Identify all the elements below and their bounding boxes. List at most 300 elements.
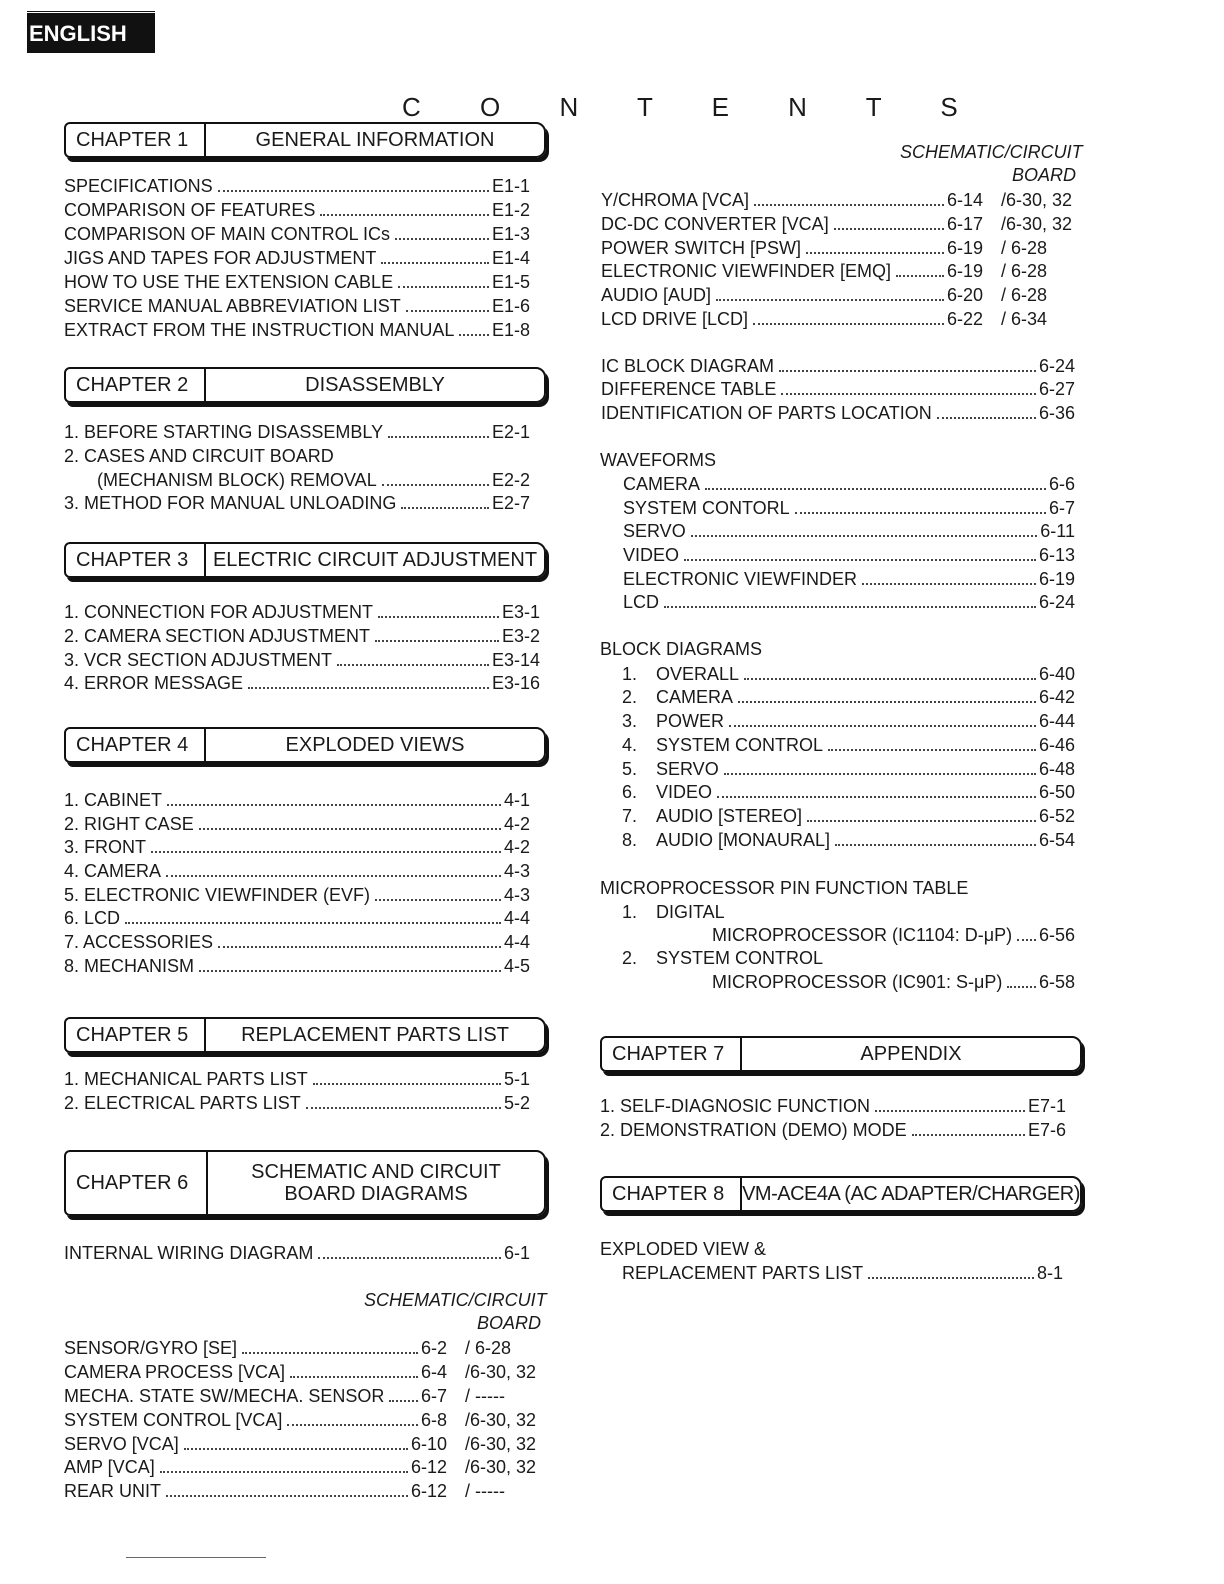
micro-table-heading: MICROPROCESSOR PIN FUNCTION TABLE bbox=[600, 878, 969, 898]
entry-title: AMP [VCA] bbox=[64, 1457, 155, 1477]
leader-dots bbox=[382, 468, 489, 486]
entry-page: 4-3 bbox=[503, 861, 530, 881]
leader-dots bbox=[807, 804, 1036, 822]
toc-entry[interactable] bbox=[64, 1091, 530, 1115]
board-page: / ----- bbox=[465, 1481, 505, 1501]
entry-page: 6-42 bbox=[1038, 687, 1075, 707]
leader-dots bbox=[834, 212, 944, 230]
toc-entry[interactable] bbox=[64, 954, 530, 978]
toc-entry[interactable] bbox=[656, 709, 1075, 733]
leader-dots bbox=[754, 188, 944, 206]
entry-page: 6-17 bbox=[946, 214, 983, 234]
entry-page: 6-24 bbox=[1038, 592, 1075, 612]
entry-page: 4-2 bbox=[503, 837, 530, 857]
leader-dots bbox=[199, 812, 501, 830]
chapter-number: CHAPTER 1 bbox=[66, 124, 206, 156]
toc-entry[interactable] bbox=[64, 270, 530, 294]
leader-dots bbox=[828, 733, 1036, 751]
leader-dots bbox=[716, 283, 944, 301]
toc-entry[interactable] bbox=[64, 671, 540, 695]
toc-entry[interactable] bbox=[64, 1241, 530, 1265]
leader-dots bbox=[729, 709, 1036, 727]
entry-title: SERVO [VCA] bbox=[64, 1434, 179, 1454]
chapter-title: REPLACEMENT PARTS LIST bbox=[241, 1023, 509, 1046]
chapter-title: APPENDIX bbox=[860, 1042, 962, 1065]
entry-title: 3. METHOD FOR MANUAL UNLOADING bbox=[64, 493, 397, 513]
chapter-4-header[interactable] bbox=[64, 727, 546, 763]
toc-entry[interactable] bbox=[64, 174, 530, 198]
entry-page: 4-5 bbox=[503, 956, 530, 976]
entry-title: LCD bbox=[623, 592, 660, 612]
entry-title: IDENTIFICATION OF PARTS LOCATION bbox=[601, 403, 932, 423]
toc-entry[interactable] bbox=[64, 1408, 540, 1432]
entry-page: 6-52 bbox=[1038, 806, 1075, 826]
entry-page: 4-4 bbox=[503, 932, 530, 952]
leader-dots bbox=[199, 954, 501, 972]
entry-page: 4-2 bbox=[503, 814, 530, 834]
entry-page: E3-14 bbox=[491, 650, 540, 670]
leader-dots bbox=[795, 496, 1046, 514]
entry-title: VIDEO bbox=[623, 545, 680, 565]
leader-dots bbox=[781, 377, 1036, 395]
toc-entry[interactable] bbox=[64, 318, 530, 342]
entry-title: SERVICE MANUAL ABBREVIATION LIST bbox=[64, 296, 401, 316]
entry-title: AUDIO [AUD] bbox=[601, 285, 712, 305]
leader-dots bbox=[395, 222, 489, 240]
toc-entry[interactable] bbox=[601, 377, 1075, 401]
chapter-6-header[interactable] bbox=[64, 1150, 546, 1216]
toc-entry[interactable] bbox=[64, 294, 530, 318]
entry-number: 1. bbox=[622, 902, 638, 922]
chapter-5-header[interactable] bbox=[64, 1017, 546, 1053]
chapter-title: ELECTRIC CIRCUIT ADJUSTMENT bbox=[212, 548, 538, 571]
toc-entry[interactable] bbox=[656, 804, 1075, 828]
leader-dots bbox=[862, 567, 1036, 585]
entry-title: CAMERA bbox=[623, 474, 701, 494]
entry-title: CAMERA bbox=[656, 687, 734, 707]
chapter-number: CHAPTER 7 bbox=[602, 1038, 742, 1070]
entry-title: REPLACEMENT PARTS LIST bbox=[622, 1263, 864, 1283]
board-column-heading: BOARD bbox=[477, 1313, 542, 1333]
leader-dots bbox=[166, 859, 501, 877]
entry-title: CAMERA PROCESS [VCA] bbox=[64, 1362, 286, 1382]
entry-title: SPECIFICATIONS bbox=[64, 176, 213, 196]
toc-entry[interactable] bbox=[601, 236, 1077, 260]
entry-page: 6-27 bbox=[1038, 379, 1075, 399]
chapter-number: CHAPTER 4 bbox=[66, 729, 206, 761]
entry-title: INTERNAL WIRING DIAGRAM bbox=[64, 1243, 314, 1263]
chapter-title: DISASSEMBLY bbox=[305, 373, 445, 396]
entry-page: 8-1 bbox=[1036, 1263, 1063, 1283]
entry-title: 4. CAMERA bbox=[64, 861, 162, 881]
leader-dots bbox=[896, 259, 944, 277]
chapter-7-header[interactable] bbox=[600, 1036, 1082, 1072]
toc-entry[interactable] bbox=[656, 780, 1075, 804]
chapter-3-header[interactable] bbox=[64, 542, 546, 578]
entry-title: ELECTRONIC VIEWFINDER bbox=[623, 569, 858, 589]
entry-number: 1. bbox=[622, 664, 638, 684]
entry-title: 1. SELF-DIAGNOSIC FUNCTION bbox=[600, 1096, 871, 1116]
entry-page: 6-22 bbox=[946, 309, 983, 329]
entry-page: E1-3 bbox=[491, 224, 530, 244]
leader-dots bbox=[875, 1094, 1025, 1112]
toc-entry[interactable] bbox=[656, 828, 1075, 852]
leader-dots bbox=[389, 1384, 418, 1402]
entry-page: 5-2 bbox=[503, 1093, 530, 1113]
chapter-title: GENERAL INFORMATION bbox=[255, 128, 495, 151]
entry-title: 5. ELECTRONIC VIEWFINDER (EVF) bbox=[64, 885, 371, 905]
entry-page: 6-7 bbox=[420, 1386, 447, 1406]
entry-page: 4-1 bbox=[503, 790, 530, 810]
entry-page: 6-20 bbox=[946, 285, 983, 305]
leader-dots bbox=[912, 1118, 1025, 1136]
leader-dots bbox=[664, 590, 1036, 608]
toc-entry[interactable] bbox=[64, 1360, 540, 1384]
board-page: / 6-28 bbox=[1001, 261, 1048, 281]
entry-title: POWER bbox=[656, 711, 725, 731]
chapter-number: CHAPTER 3 bbox=[66, 544, 206, 576]
board-page: /6-30, 32 bbox=[465, 1457, 537, 1477]
toc-entry[interactable] bbox=[623, 590, 1075, 614]
entry-title: 1. CONNECTION FOR ADJUSTMENT bbox=[64, 602, 374, 622]
leader-dots bbox=[937, 401, 1036, 419]
entry-title: DC-DC CONVERTER [VCA] bbox=[601, 214, 829, 234]
toc-entry[interactable] bbox=[622, 1261, 1063, 1285]
toc-entry[interactable] bbox=[656, 685, 1075, 709]
entry-title: 1. MECHANICAL PARTS LIST bbox=[64, 1069, 308, 1089]
entry-page: 4-3 bbox=[503, 885, 530, 905]
entry-page: E2-7 bbox=[491, 493, 530, 513]
entry-title: OVERALL bbox=[656, 664, 740, 684]
language-label: ENGLISH bbox=[27, 13, 155, 53]
board-page: /6-30, 32 bbox=[465, 1410, 537, 1430]
leader-dots bbox=[705, 472, 1046, 490]
leader-dots bbox=[218, 174, 489, 192]
leader-dots bbox=[375, 624, 499, 642]
toc-entry[interactable] bbox=[64, 859, 530, 883]
entry-number: 6. bbox=[622, 782, 638, 802]
entry-title: AUDIO [STEREO] bbox=[656, 806, 803, 826]
leader-dots bbox=[381, 246, 489, 264]
leader-dots bbox=[401, 491, 489, 509]
entry-title: 6. LCD bbox=[64, 908, 121, 928]
leader-dots bbox=[320, 198, 489, 216]
chapter-number: CHAPTER 2 bbox=[66, 369, 206, 401]
leader-dots bbox=[691, 519, 1038, 537]
chapter-title: VM-ACE4A (AC ADAPTER/CHARGER) bbox=[742, 1182, 1080, 1205]
toc-entry[interactable] bbox=[64, 788, 530, 812]
entry-title: COMPARISON OF MAIN CONTROL ICs bbox=[64, 224, 391, 244]
entry-title: SYSTEM CONTROL bbox=[656, 948, 824, 968]
toc-entry[interactable] bbox=[64, 648, 540, 672]
entry-page: E1-6 bbox=[491, 296, 530, 316]
entry-title: LCD DRIVE [LCD] bbox=[601, 309, 749, 329]
chapter-8-header[interactable] bbox=[600, 1176, 1082, 1212]
toc-entry[interactable] bbox=[64, 420, 530, 444]
entry-page: E2-2 bbox=[491, 470, 530, 490]
leader-dots bbox=[406, 294, 489, 312]
entry-title: 8. MECHANISM bbox=[64, 956, 195, 976]
toc-entry[interactable] bbox=[64, 883, 530, 907]
entry-title: IC BLOCK DIAGRAM bbox=[601, 356, 775, 376]
leader-dots bbox=[287, 1408, 418, 1426]
entry-subtitle: MICROPROCESSOR (IC1104: D-μP) bbox=[712, 925, 1013, 945]
entry-title: VIDEO bbox=[656, 782, 713, 802]
entry-title: (MECHANISM BLOCK) REMOVAL bbox=[97, 470, 377, 490]
entry-page: 5-1 bbox=[503, 1069, 530, 1089]
entry-title: DIGITAL bbox=[656, 902, 725, 922]
leader-dots bbox=[738, 685, 1036, 703]
entry-page: 6-56 bbox=[1038, 925, 1075, 945]
leader-dots bbox=[835, 828, 1036, 846]
toc-entry[interactable] bbox=[623, 519, 1075, 543]
entry-page: 6-14 bbox=[946, 190, 983, 210]
entry-number: 2. bbox=[622, 948, 638, 968]
entry-page: 6-24 bbox=[1038, 356, 1075, 376]
entry-title: EXTRACT FROM THE INSTRUCTION MANUAL bbox=[64, 320, 455, 340]
toc-entry[interactable] bbox=[64, 1432, 540, 1456]
entry-page: 6-46 bbox=[1038, 735, 1075, 755]
entry-number: 5. bbox=[622, 759, 638, 779]
toc-entry[interactable] bbox=[64, 906, 530, 930]
leader-dots bbox=[744, 662, 1036, 680]
entry-title: JIGS AND TAPES FOR ADJUSTMENT bbox=[64, 248, 377, 268]
entry-page: E1-5 bbox=[491, 272, 530, 292]
waveforms-heading: WAVEFORMS bbox=[600, 450, 716, 470]
toc-entry[interactable] bbox=[64, 491, 530, 515]
entry-title: MECHA. STATE SW/MECHA. SENSOR bbox=[64, 1386, 385, 1406]
leader-dots bbox=[313, 1067, 501, 1085]
entry-title: 3. VCR SECTION ADJUSTMENT bbox=[64, 650, 333, 670]
footer-rule bbox=[126, 1557, 266, 1558]
chapter-1-header[interactable] bbox=[64, 122, 546, 158]
leader-dots bbox=[684, 543, 1036, 561]
schematic-column-heading-right: SCHEMATIC/CIRCUIT bbox=[900, 142, 1083, 162]
entry-title: ELECTRONIC VIEWFINDER [EMQ] bbox=[601, 261, 892, 281]
entry-page: 6-8 bbox=[420, 1410, 447, 1430]
leader-dots bbox=[166, 1479, 408, 1497]
board-page: /6-30, 32 bbox=[1001, 190, 1073, 210]
board-page: /6-30, 32 bbox=[465, 1362, 537, 1382]
toc-entry[interactable] bbox=[64, 246, 530, 270]
toc-entry[interactable] bbox=[64, 222, 530, 246]
entry-page: E1-2 bbox=[491, 200, 530, 220]
toc-entry[interactable] bbox=[64, 1479, 540, 1503]
board-page: / ----- bbox=[465, 1386, 505, 1406]
entry-page: E7-1 bbox=[1027, 1096, 1066, 1116]
toc-entry[interactable] bbox=[64, 835, 530, 859]
leader-dots bbox=[806, 236, 944, 254]
entry-number: 8. bbox=[622, 830, 638, 850]
entry-page: E7-6 bbox=[1027, 1120, 1066, 1140]
toc-entry[interactable] bbox=[712, 970, 1075, 994]
entry-page: 6-48 bbox=[1038, 759, 1075, 779]
toc-entry[interactable] bbox=[656, 757, 1075, 781]
entry-page: 6-58 bbox=[1038, 972, 1075, 992]
leader-dots bbox=[318, 1241, 501, 1259]
leader-dots bbox=[375, 883, 501, 901]
toc-entry[interactable] bbox=[600, 1118, 1066, 1142]
entry-title: 1. BEFORE STARTING DISASSEMBLY bbox=[64, 422, 384, 442]
page-title: C O N T E N T S bbox=[402, 92, 984, 122]
entry-page: 6-2 bbox=[420, 1338, 447, 1358]
entry-page: 6-6 bbox=[1048, 474, 1075, 494]
entry-subtitle: MICROPROCESSOR (IC901: S-μP) bbox=[712, 972, 1003, 992]
entry-title: SERVO bbox=[623, 521, 686, 541]
toc-entry[interactable] bbox=[64, 600, 540, 624]
leader-dots bbox=[868, 1261, 1034, 1279]
toc-entry[interactable] bbox=[600, 1094, 1066, 1118]
toc-entry[interactable] bbox=[601, 401, 1075, 425]
toc-entry[interactable] bbox=[601, 212, 1077, 236]
leader-dots bbox=[398, 270, 489, 288]
toc-entry[interactable] bbox=[97, 468, 530, 492]
board-page: /6-30, 32 bbox=[465, 1434, 537, 1454]
entry-page: 6-44 bbox=[1038, 711, 1075, 731]
entry-title: 2. CASES AND CIRCUIT BOARD bbox=[64, 446, 334, 466]
leader-dots bbox=[779, 354, 1036, 372]
board-column-heading-right: BOARD bbox=[1012, 165, 1077, 185]
leader-dots bbox=[290, 1360, 418, 1378]
entry-page: 6-54 bbox=[1038, 830, 1075, 850]
entry-page: 6-19 bbox=[946, 238, 983, 258]
entry-page: E3-16 bbox=[491, 673, 540, 693]
leader-dots bbox=[306, 1091, 501, 1109]
toc-entry[interactable] bbox=[712, 923, 1075, 947]
toc-entry[interactable] bbox=[601, 283, 1077, 307]
leader-dots bbox=[724, 757, 1036, 775]
entry-title: POWER SWITCH [PSW] bbox=[601, 238, 801, 258]
entry-number: 3. bbox=[622, 711, 638, 731]
board-page: / 6-34 bbox=[1001, 309, 1048, 329]
toc-entry[interactable] bbox=[623, 567, 1075, 591]
toc-entry[interactable] bbox=[64, 1384, 540, 1408]
entry-page: E1-1 bbox=[491, 176, 530, 196]
toc-entry[interactable] bbox=[64, 812, 530, 836]
toc-entry[interactable] bbox=[64, 444, 530, 468]
entry-page: 6-4 bbox=[420, 1362, 447, 1382]
leader-dots bbox=[459, 318, 489, 336]
entry-title: HOW TO USE THE EXTENSION CABLE bbox=[64, 272, 394, 292]
entry-title: SENSOR/GYRO [SE] bbox=[64, 1338, 238, 1358]
entry-page: E3-1 bbox=[501, 602, 540, 622]
toc-entry[interactable] bbox=[64, 1336, 540, 1360]
chapter-title-line-1: SCHEMATIC AND CIRCUIT bbox=[251, 1161, 501, 1183]
entry-page: 6-7 bbox=[1048, 498, 1075, 518]
leader-dots bbox=[248, 671, 489, 689]
entry-page: E1-4 bbox=[491, 248, 530, 268]
chapter-title: EXPLODED VIEWS bbox=[285, 733, 465, 756]
toc-entry[interactable] bbox=[623, 472, 1075, 496]
entry-title: Y/CHROMA [VCA] bbox=[601, 190, 750, 210]
toc-entry[interactable] bbox=[623, 543, 1075, 567]
toc-entry[interactable] bbox=[64, 1067, 530, 1091]
leader-dots bbox=[125, 906, 501, 924]
leader-dots bbox=[218, 930, 501, 948]
chapter-number: CHAPTER 8 bbox=[602, 1178, 742, 1210]
entry-number: 7. bbox=[622, 806, 638, 826]
entry-title: 3. FRONT bbox=[64, 837, 147, 857]
chapter-title-line-2: BOARD DIAGRAMS bbox=[284, 1183, 468, 1205]
leader-dots bbox=[753, 307, 944, 325]
block-diagrams-heading: BLOCK DIAGRAMS bbox=[600, 639, 763, 659]
entry-title: REAR UNIT bbox=[64, 1481, 162, 1501]
toc-entry[interactable] bbox=[64, 624, 540, 648]
entry-title: 1. CABINET bbox=[64, 790, 163, 810]
chapter-number: CHAPTER 6 bbox=[66, 1152, 208, 1214]
toc-entry[interactable] bbox=[601, 188, 1077, 212]
entry-page: 6-1 bbox=[503, 1243, 530, 1263]
entry-title: SERVO bbox=[656, 759, 719, 779]
chapter-2-header[interactable] bbox=[64, 367, 546, 403]
entry-title: SYSTEM CONTORL bbox=[623, 498, 790, 518]
toc-entry[interactable] bbox=[601, 307, 1077, 331]
leader-dots bbox=[184, 1432, 408, 1450]
entry-title: DIFFERENCE TABLE bbox=[601, 379, 777, 399]
toc-entry[interactable] bbox=[656, 733, 1075, 757]
toc-entry[interactable] bbox=[601, 259, 1077, 283]
entry-page: 6-50 bbox=[1038, 782, 1075, 802]
entry-title: COMPARISON OF FEATURES bbox=[64, 200, 316, 220]
toc-entry[interactable] bbox=[601, 354, 1075, 378]
board-page: / 6-28 bbox=[1001, 285, 1048, 305]
entry-title: 2. DEMONSTRATION (DEMO) MODE bbox=[600, 1120, 907, 1140]
entry-page: 6-19 bbox=[946, 261, 983, 281]
board-page: /6-30, 32 bbox=[1001, 214, 1073, 234]
entry-title: SYSTEM CONTROL bbox=[656, 735, 824, 755]
toc-entry[interactable] bbox=[64, 198, 530, 222]
entry-page: E3-2 bbox=[501, 626, 540, 646]
leader-dots bbox=[378, 600, 499, 618]
leader-dots bbox=[1007, 970, 1036, 988]
leader-dots bbox=[167, 788, 501, 806]
leader-dots bbox=[337, 648, 489, 666]
entry-title: 4. ERROR MESSAGE bbox=[64, 673, 244, 693]
entry-title: SYSTEM CONTROL [VCA] bbox=[64, 1410, 283, 1430]
entry-title: 2. CAMERA SECTION ADJUSTMENT bbox=[64, 626, 371, 646]
entry-page: E2-1 bbox=[491, 422, 530, 442]
entry-page: 6-36 bbox=[1038, 403, 1075, 423]
leader-dots bbox=[151, 835, 501, 853]
leader-dots bbox=[717, 780, 1036, 798]
board-page: / 6-28 bbox=[1001, 238, 1048, 258]
toc-entry[interactable] bbox=[656, 662, 1075, 686]
leader-dots bbox=[160, 1455, 408, 1473]
entry-page: 6-19 bbox=[1038, 569, 1075, 589]
entry-page: 6-10 bbox=[410, 1434, 447, 1454]
entry-page: 4-4 bbox=[503, 908, 530, 928]
entry-title: 7. ACCESSORIES bbox=[64, 932, 214, 952]
leader-dots bbox=[242, 1336, 418, 1354]
entry-page: 6-12 bbox=[410, 1457, 447, 1477]
toc-entry[interactable] bbox=[64, 1455, 540, 1479]
entry-page: 6-11 bbox=[1040, 521, 1075, 541]
entry-number: 4. bbox=[622, 735, 638, 755]
entry-page: 6-12 bbox=[410, 1481, 447, 1501]
chapter-number: CHAPTER 5 bbox=[66, 1019, 206, 1051]
entry-number: 2. bbox=[622, 687, 638, 707]
entry-page: 6-40 bbox=[1038, 664, 1075, 684]
leader-dots bbox=[1017, 923, 1036, 941]
toc-entry[interactable] bbox=[623, 496, 1075, 520]
entry-page: E1-8 bbox=[491, 320, 530, 340]
entry-title: AUDIO [MONAURAL] bbox=[656, 830, 831, 850]
schematic-column-heading: SCHEMATIC/CIRCUIT bbox=[364, 1290, 547, 1310]
entry-page: 6-13 bbox=[1038, 545, 1075, 565]
chapter-8-heading: EXPLODED VIEW & bbox=[600, 1239, 767, 1259]
toc-entry[interactable] bbox=[64, 930, 530, 954]
entry-title: 2. RIGHT CASE bbox=[64, 814, 194, 834]
